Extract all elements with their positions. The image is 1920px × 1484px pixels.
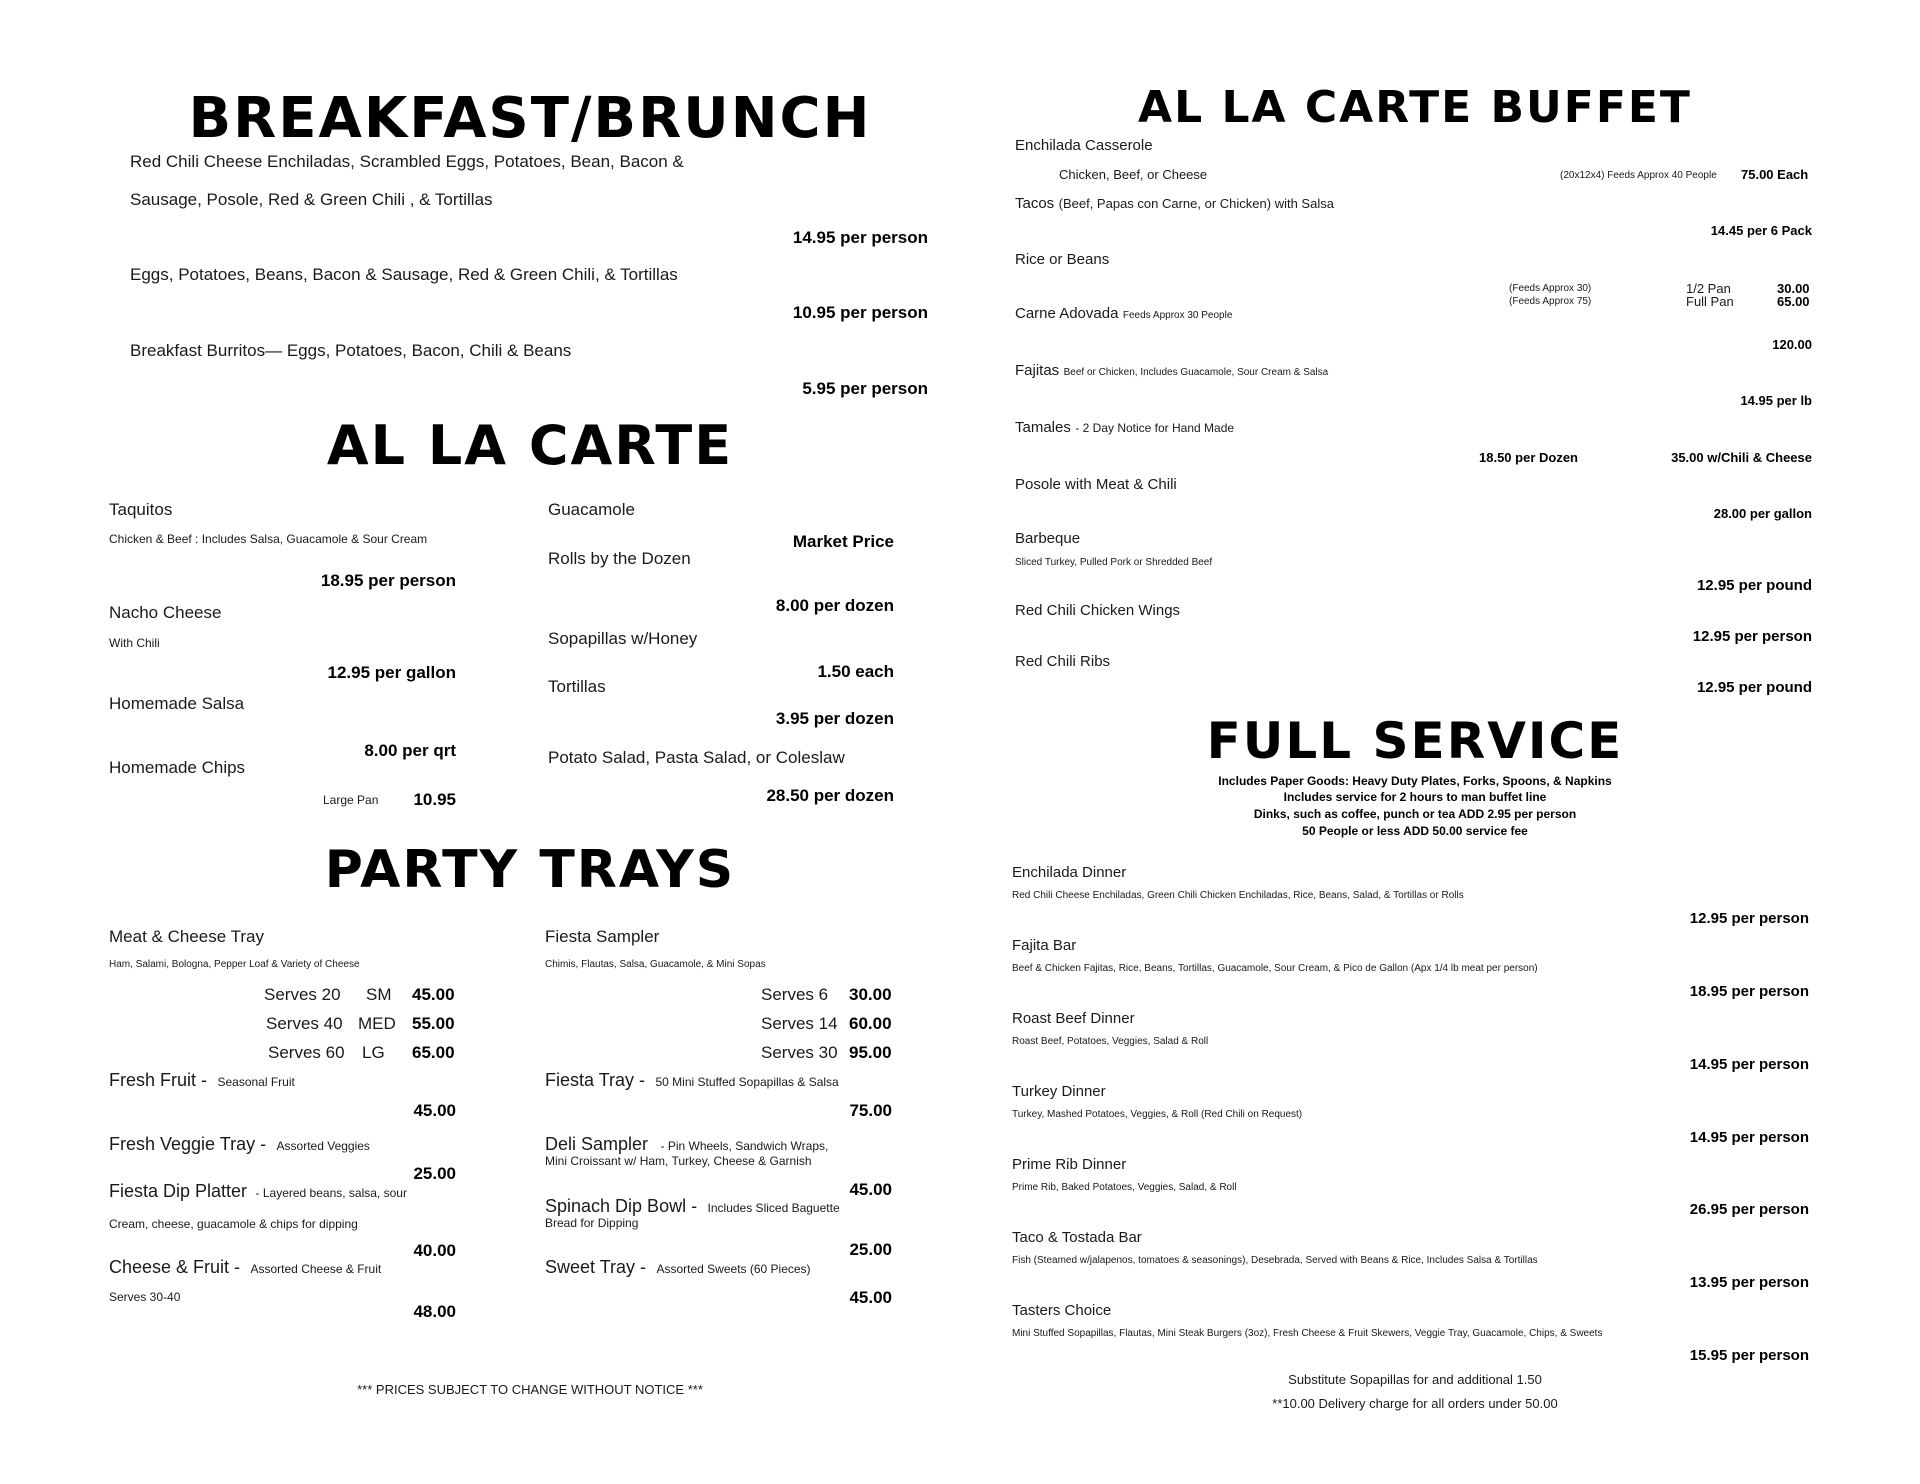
chips-price: 10.95 <box>413 790 456 809</box>
buffet-title: AL LA CARTE BUFFET <box>1138 82 1692 133</box>
rolls-name: Rolls by the Dozen <box>548 549 691 568</box>
carne-adovada-price: 120.00 <box>1772 337 1812 352</box>
full-item-name: Tasters Choice <box>1012 1302 1112 1319</box>
meat-size: SM <box>366 985 392 1004</box>
meat-size: LG <box>362 1043 385 1062</box>
rice-beans-name: Rice or Beans <box>1015 251 1110 268</box>
full-service-line-3: Dinks, such as coffee, punch or tea ADD 2.95 per person <box>1253 807 1577 821</box>
dip-platter <box>109 1181 407 1202</box>
enchilada-casserole-price: 75.00 Each <box>1741 167 1809 182</box>
nacho-desc: With Chili <box>109 636 160 650</box>
breakfast-item-1-line-2: Sausage, Posole, Red & Green Chili , & Tortillas <box>130 190 493 209</box>
fajitas <box>1015 362 1328 380</box>
breakfast-item-1-price: 14.95 per person <box>792 228 928 247</box>
fiesta-tray-name: Fiesta Tray - <box>545 1070 646 1090</box>
rice-price-2: 65.00 <box>1777 294 1810 309</box>
guacamole-price: Market Price <box>792 532 894 551</box>
fresh-fruit <box>109 1070 295 1091</box>
tortillas-name: Tortillas <box>548 677 606 696</box>
barbeque-desc: Sliced Turkey, Pulled Pork or Shredded Beef <box>1015 557 1213 568</box>
tacos-desc: (Beef, Papas con Carne, or Chicken) with Salsa <box>1058 196 1334 211</box>
veggie-tray <box>109 1134 370 1155</box>
salsa-name: Homemade Salsa <box>109 694 245 713</box>
fajitas-price: 14.95 per lb <box>1740 393 1812 408</box>
sampler-serves: Serves 30 <box>761 1043 838 1062</box>
barbeque-name: Barbeque <box>1015 530 1081 547</box>
sopapillas-name: Sopapillas w/Honey <box>548 629 698 648</box>
salads-name: Potato Salad, Pasta Salad, or Coleslaw <box>548 748 845 767</box>
tacos-price: 14.45 per 6 Pack <box>1710 223 1812 238</box>
wings-name: Red Chili Chicken Wings <box>1015 602 1181 619</box>
rice-note-2: (Feeds Approx 75) <box>1509 296 1592 307</box>
cheese-fruit-desc: Assorted Cheese & Fruit <box>250 1262 382 1276</box>
sweet-tray-price: 45.00 <box>849 1288 892 1307</box>
fajitas-desc: Beef or Chicken, Includes Guacamole, Sour Cream & Salsa <box>1063 367 1329 378</box>
full-item-desc: Roast Beef, Potatoes, Veggies, Salad & Roll <box>1012 1036 1209 1047</box>
tacos <box>1015 195 1334 213</box>
tamales-desc: - 2 Day Notice for Hand Made <box>1075 421 1235 435</box>
breakfast-item-2-price: 10.95 per person <box>792 303 928 322</box>
full-service-line-1: Includes Paper Goods: Heavy Duty Plates, Forks, Spoons, & Napkins <box>1218 774 1612 788</box>
meat-size: MED <box>358 1014 396 1033</box>
full-item-name: Taco & Tostada Bar <box>1012 1229 1142 1246</box>
tacos-name: Tacos <box>1015 195 1055 212</box>
veggie-tray-desc: Assorted Veggies <box>276 1139 370 1153</box>
rice-note-1: (Feeds Approx 30) <box>1509 283 1592 294</box>
full-item-price: 26.95 per person <box>1689 1201 1809 1218</box>
rice-size-1: 1/2 Pan <box>1686 281 1731 296</box>
spinach-dip-desc-2: Bread for Dipping <box>545 1216 639 1230</box>
sampler-price: 95.00 <box>849 1043 892 1062</box>
spinach-dip-desc-1: Includes Sliced Baguette <box>707 1201 840 1215</box>
party-trays-title: PARTY TRAYS <box>324 840 736 900</box>
sampler-serves: Serves 6 <box>761 985 829 1004</box>
fresh-fruit-name: Fresh Fruit - <box>109 1070 208 1090</box>
sampler-serves: Serves 14 <box>761 1014 838 1033</box>
meat-serves: Serves 60 <box>268 1043 345 1062</box>
deli-sampler-price: 45.00 <box>849 1180 892 1199</box>
full-item-desc: Prime Rib, Baked Potatoes, Veggies, Salad, & Roll <box>1012 1182 1237 1193</box>
fiesta-tray <box>545 1070 839 1091</box>
guacamole-name: Guacamole <box>548 500 635 519</box>
enchilada-casserole-name: Enchilada Casserole <box>1015 137 1153 154</box>
full-footnote-1: Substitute Sopapillas for and additional 1.50 <box>1288 1372 1542 1387</box>
breakfast-item-3: Breakfast Burritos— Eggs, Potatoes, Bacon, Chili & Beans <box>130 341 572 360</box>
full-item-desc: Beef & Chicken Fajitas, Rice, Beans, Tortillas, Guacamole, Sour Cream, & Pico de Gallon (Apx 1/4 lb meat per person) <box>1012 963 1538 974</box>
nacho-price: 12.95 per gallon <box>327 663 456 682</box>
meat-price: 55.00 <box>412 1014 455 1033</box>
fajitas-name: Fajitas <box>1015 362 1060 379</box>
barbeque-price: 12.95 per pound <box>1696 577 1812 594</box>
fresh-fruit-desc: Seasonal Fruit <box>217 1075 295 1089</box>
meat-serves: Serves 20 <box>264 985 341 1004</box>
meat-price: 65.00 <box>412 1043 455 1062</box>
rice-size-2: Full Pan <box>1686 294 1734 309</box>
dip-platter-price: 40.00 <box>413 1241 456 1260</box>
full-item-price: 18.95 per person <box>1689 983 1809 1000</box>
full-item-name: Fajita Bar <box>1012 937 1077 954</box>
nacho-name: Nacho Cheese <box>109 603 222 622</box>
full-footnote-2: **10.00 Delivery charge for all orders under 50.00 <box>1272 1396 1558 1411</box>
taquitos-price: 18.95 per person <box>320 571 456 590</box>
breakfast-item-2: Eggs, Potatoes, Beans, Bacon & Sausage, Red & Green Chili, & Tortillas <box>130 265 678 284</box>
spinach-dip-price: 25.00 <box>849 1240 892 1259</box>
full-service-title: FULL SERVICE <box>1206 712 1624 770</box>
spinach-dip-name: Spinach Dip Bowl - <box>545 1196 698 1216</box>
full-item-desc: Fish (Steamed w/jalapenos, tomatoes & seasonings), Desebrada, Served with Beans & Rice, Includes Salsa & Tortillas <box>1012 1255 1538 1266</box>
full-item-price: 14.95 per person <box>1689 1056 1809 1073</box>
veggie-tray-price: 25.00 <box>413 1164 456 1183</box>
dip-platter-name: Fiesta Dip Platter <box>109 1181 248 1201</box>
sweet-tray <box>545 1257 811 1278</box>
fiesta-sampler-name: Fiesta Sampler <box>545 927 660 946</box>
ribs-name: Red Chili Ribs <box>1015 653 1111 670</box>
rolls-price: 8.00 per dozen <box>775 596 894 615</box>
carne-adovada-desc: Feeds Approx 30 People <box>1122 310 1233 321</box>
deli-sampler-name: Deli Sampler <box>545 1134 649 1154</box>
tamales-price-1: 18.50 per Dozen <box>1479 450 1578 465</box>
full-item-price: 14.95 per person <box>1689 1129 1809 1146</box>
meat-price: 45.00 <box>412 985 455 1004</box>
taquitos-desc: Chicken & Beef : Includes Salsa, Guacamole & Sour Cream <box>109 532 428 546</box>
fiesta-tray-desc: 50 Mini Stuffed Sopapillas & Salsa <box>655 1075 839 1089</box>
sopapillas-price: 1.50 each <box>817 662 894 681</box>
full-item-price: 13.95 per person <box>1689 1274 1809 1291</box>
meat-cheese-desc: Ham, Salami, Bologna, Pepper Loaf & Variety of Cheese <box>109 959 360 970</box>
fresh-fruit-price: 45.00 <box>413 1101 456 1120</box>
full-item-name: Enchilada Dinner <box>1012 864 1127 881</box>
breakfast-item-3-price: 5.95 per person <box>802 379 928 398</box>
posole-price: 28.00 per gallon <box>1713 506 1812 521</box>
deli-sampler-desc-2: Mini Croissant w/ Ham, Turkey, Cheese & Garnish <box>545 1154 812 1168</box>
tamales-name: Tamales <box>1015 419 1071 436</box>
full-item-desc: Turkey, Mashed Potatoes, Veggies, & Roll (Red Chili on Request) <box>1012 1109 1303 1120</box>
wings-price: 12.95 per person <box>1692 628 1812 645</box>
full-service-line-4: 50 People or less ADD 50.00 service fee <box>1302 824 1528 838</box>
posole-name: Posole with Meat & Chili <box>1015 476 1177 493</box>
chips-size: Large Pan <box>323 793 379 807</box>
carne-adovada-name: Carne Adovada <box>1015 305 1119 322</box>
salads-price: 28.50 per dozen <box>766 786 894 805</box>
meat-cheese-name: Meat & Cheese Tray <box>109 927 264 946</box>
full-item-name: Roast Beef Dinner <box>1012 1010 1135 1027</box>
dip-platter-desc-2: Cream, cheese, guacamole & chips for dipping <box>109 1217 358 1231</box>
breakfast-title: BREAKFAST/BRUNCH <box>188 86 872 151</box>
sweet-tray-name: Sweet Tray - <box>545 1257 647 1277</box>
cheese-fruit-name: Cheese & Fruit - <box>109 1257 241 1277</box>
full-item-price: 12.95 per person <box>1689 910 1809 927</box>
tamales <box>1015 419 1234 437</box>
spinach-dip <box>545 1196 840 1217</box>
full-item-price: 15.95 per person <box>1689 1347 1809 1364</box>
breakfast-item-1-line-1: Red Chili Cheese Enchiladas, Scrambled Eggs, Potatoes, Bean, Bacon & <box>130 152 684 171</box>
salsa-price: 8.00 per qrt <box>364 741 456 760</box>
veggie-tray-name: Fresh Veggie Tray - <box>109 1134 267 1154</box>
fiesta-sampler-desc: Chimis, Flautas, Salsa, Guacamole, & Mini Sopas <box>545 959 766 970</box>
cheese-fruit-serves: Serves 30-40 <box>109 1290 181 1304</box>
sampler-price: 30.00 <box>849 985 892 1004</box>
full-service-line-2: Includes service for 2 hours to man buffet line <box>1283 790 1547 804</box>
enchilada-casserole-desc: Chicken, Beef, or Cheese <box>1059 167 1208 182</box>
cheese-fruit-price: 48.00 <box>413 1302 456 1321</box>
fiesta-tray-price: 75.00 <box>849 1101 892 1120</box>
alacarte-title: AL LA CARTE <box>326 414 734 477</box>
rice-price-1: 30.00 <box>1777 281 1810 296</box>
dip-platter-desc-1: - Layered beans, salsa, sour <box>255 1186 407 1200</box>
meat-serves: Serves 40 <box>266 1014 343 1033</box>
full-item-name: Prime Rib Dinner <box>1012 1156 1127 1173</box>
full-item-name: Turkey Dinner <box>1012 1083 1106 1100</box>
sampler-price: 60.00 <box>849 1014 892 1033</box>
carne-adovada <box>1015 305 1232 323</box>
deli-sampler-desc-1: - Pin Wheels, Sandwich Wraps, <box>660 1139 829 1153</box>
ribs-price: 12.95 per pound <box>1696 679 1812 696</box>
tortillas-price: 3.95 per dozen <box>775 709 894 728</box>
full-item-desc: Red Chili Cheese Enchiladas, Green Chili Chicken Enchiladas, Rice, Beans, Salad, & Tortillas or Rolls <box>1012 890 1464 901</box>
cheese-fruit <box>109 1257 381 1278</box>
price-notice: *** PRICES SUBJECT TO CHANGE WITHOUT NOTICE *** <box>357 1382 703 1397</box>
chips-name: Homemade Chips <box>109 758 246 777</box>
enchilada-casserole-note: (20x12x4) Feeds Approx 40 People <box>1560 170 1717 181</box>
sweet-tray-desc: Assorted Sweets (60 Pieces) <box>656 1262 811 1276</box>
full-item-desc: Mini Stuffed Sopapillas, Flautas, Mini Steak Burgers (3oz), Fresh Cheese & Fruit Skewers, Veggie Tray, Guacamole, Chips, & Sweets <box>1012 1328 1603 1339</box>
tamales-price-2: 35.00 w/Chili & Cheese <box>1671 450 1812 465</box>
deli-sampler <box>545 1134 828 1155</box>
taquitos-name: Taquitos <box>109 500 173 519</box>
